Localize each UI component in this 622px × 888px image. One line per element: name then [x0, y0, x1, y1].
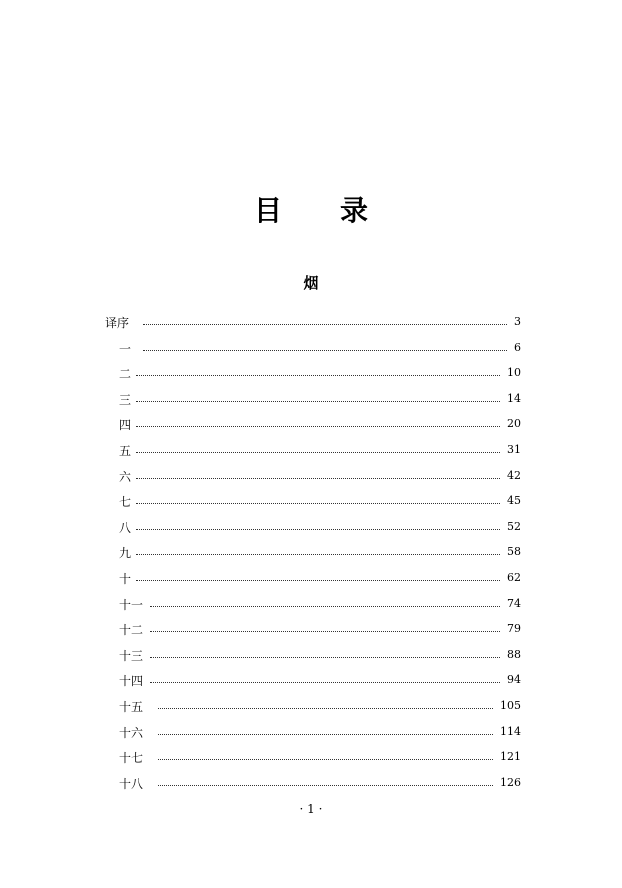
toc-entry-page-number: 121	[500, 750, 521, 764]
toc-entry-page-number: 105	[500, 698, 521, 712]
toc-entry-label: 五	[119, 443, 132, 458]
toc-dot-leader	[136, 401, 500, 402]
toc-entry-label: 译序	[105, 316, 130, 330]
toc-entry-label: 二	[119, 367, 132, 382]
toc-entry[interactable]	[0, 772, 622, 798]
toc-entry[interactable]	[0, 618, 622, 644]
toc-dot-leader	[136, 426, 500, 427]
toc-dot-leader	[136, 529, 500, 530]
toc-entry[interactable]	[0, 388, 622, 414]
toc-entry-label: 十六	[119, 725, 144, 740]
toc-entry-label: 十八	[119, 776, 144, 791]
toc-dot-leader	[150, 657, 500, 658]
toc-entry-label: 三	[119, 392, 132, 407]
toc-entry-label: 十七	[119, 751, 144, 766]
toc-entry-label: 十二	[119, 623, 144, 638]
toc-dot-leader	[158, 734, 493, 735]
toc-entry-page-number: 62	[507, 570, 521, 584]
toc-entry[interactable]	[0, 721, 622, 747]
toc-dot-leader	[150, 631, 500, 632]
toc-dot-leader	[150, 682, 500, 683]
toc-entry[interactable]	[0, 337, 622, 363]
page-number-footer: · 1 ·	[299, 802, 323, 816]
toc-entry-label: 八	[119, 520, 132, 535]
toc-entry-page-number: 3	[514, 315, 521, 328]
toc-dot-leader	[136, 452, 500, 453]
toc-dot-leader	[143, 324, 507, 325]
toc-entry-page-number: 52	[507, 519, 521, 533]
toc-entry-label: 十一	[119, 597, 144, 612]
toc-entry-page-number: 94	[507, 673, 521, 687]
toc-entry[interactable]	[0, 490, 622, 516]
page-title-char-1: 目	[253, 193, 282, 227]
toc-entry[interactable]	[0, 439, 622, 465]
toc-entry-page-number: 42	[507, 468, 521, 482]
toc-entry-page-number: 14	[507, 391, 521, 405]
toc-entry-page-number: 114	[500, 724, 521, 738]
toc-entry-label: 十四	[119, 674, 144, 689]
toc-dot-leader	[158, 708, 493, 709]
toc-dot-leader	[136, 375, 500, 376]
page-title-char-2: 录	[340, 193, 369, 227]
toc-entry[interactable]	[0, 311, 622, 337]
toc-entry-label: 四	[119, 418, 132, 433]
toc-entry[interactable]	[0, 541, 622, 567]
toc-entry-label: 六	[119, 469, 132, 484]
toc-dot-leader	[150, 606, 500, 607]
toc-entry-label: 十三	[119, 648, 144, 663]
toc-entry-label: 九	[119, 546, 132, 561]
toc-dot-leader	[158, 759, 493, 760]
table-of-contents	[0, 311, 622, 797]
section-title: 烟	[303, 274, 319, 292]
toc-entry-page-number: 45	[507, 494, 521, 508]
toc-dot-leader	[136, 580, 500, 581]
toc-entry-page-number: 58	[507, 545, 521, 559]
toc-entry-page-number: 31	[507, 442, 521, 456]
toc-entry-label: 一	[119, 341, 132, 356]
toc-entry-page-number: 20	[507, 417, 521, 431]
toc-entry[interactable]	[0, 567, 622, 593]
toc-dot-leader	[143, 350, 507, 351]
toc-entry[interactable]	[0, 669, 622, 695]
toc-dot-leader	[158, 785, 493, 786]
toc-entry-page-number: 10	[507, 366, 521, 380]
toc-entry-page-number: 79	[507, 622, 521, 636]
toc-dot-leader	[136, 503, 500, 504]
toc-entry-page-number: 6	[514, 340, 521, 354]
toc-entry[interactable]	[0, 413, 622, 439]
toc-entry[interactable]	[0, 516, 622, 542]
toc-entry[interactable]	[0, 746, 622, 772]
toc-entry[interactable]	[0, 593, 622, 619]
toc-entry-label: 十五	[119, 699, 144, 714]
toc-entry-page-number: 88	[507, 647, 521, 661]
toc-entry-label: 七	[119, 495, 132, 510]
toc-entry[interactable]	[0, 362, 622, 388]
toc-entry[interactable]	[0, 695, 622, 721]
toc-entry-page-number: 126	[500, 775, 521, 789]
page-title	[0, 189, 622, 229]
toc-entry[interactable]	[0, 465, 622, 491]
toc-entry[interactable]	[0, 644, 622, 670]
toc-dot-leader	[136, 554, 500, 555]
toc-entry-page-number: 74	[507, 596, 521, 610]
toc-dot-leader	[136, 478, 500, 479]
toc-entry-label: 十	[119, 571, 132, 586]
